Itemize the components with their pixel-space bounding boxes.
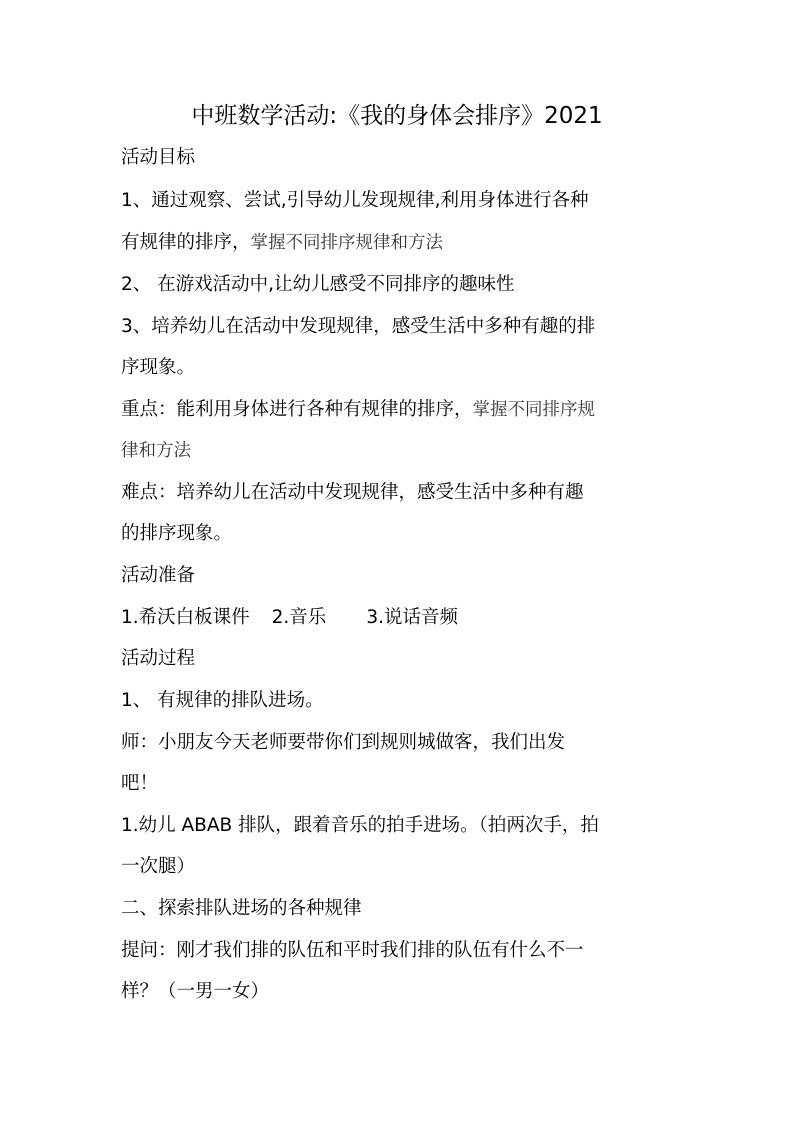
goal-1-line-2	[121, 230, 443, 256]
question-line-1: 提问：刚才我们排的队伍和平时我们排的队伍有什么不一	[121, 940, 584, 961]
teacher-line-2: 吧！	[121, 773, 159, 794]
prep-item-3: 3.说话音频	[366, 607, 458, 628]
goal-2: 2、 在游戏活动中,让幼儿感受不同排序的趣味性	[121, 274, 515, 295]
goal-1-line-1: 1、通过观察、尝试,引导幼儿发现规律,利用身体进行各种	[121, 190, 589, 211]
goal-1-line-2-part-b: 掌握不同排序规律和方法	[250, 233, 444, 253]
process-1-line-1: 1.幼儿 ABAB 排队，跟着音乐的拍手进场。（拍两次手，拍	[121, 815, 599, 836]
process-1-line-2: 一次腿）	[121, 856, 196, 877]
key-point-line-1-part-b: 掌握不同排序规	[472, 400, 596, 420]
goal-1-line-2-part-a: 有规律的排序，	[121, 232, 251, 253]
prep-item-2: 2.音乐	[271, 607, 327, 628]
prep-item-1: 1.希沃白板课件	[121, 607, 250, 628]
process-step-1: 1、 有规律的排队进场。	[121, 690, 324, 711]
heading-activity-goals: 活动目标	[121, 147, 196, 168]
preparation-items	[121, 605, 458, 631]
heading-activity-process: 活动过程	[121, 648, 196, 669]
key-point-line-1-part-a: 重点：能利用身体进行各种有规律的排序，	[121, 399, 473, 420]
goal-3-line-2: 序现象。	[121, 357, 196, 378]
goal-3-line-1: 3、培养幼儿在活动中发现规律，感受生活中多种有趣的排	[121, 316, 596, 337]
process-step-2: 二、探索排队进场的各种规律	[121, 898, 362, 919]
key-point-line-2: 律和方法	[121, 441, 191, 461]
document-title: 中班数学活动:《我的身体会排序》2021	[191, 103, 603, 129]
heading-activity-preparation: 活动准备	[121, 565, 196, 586]
teacher-line-1: 师：小朋友今天老师要带你们到规则城做客，我们出发	[121, 732, 566, 753]
question-line-2: 样？（一男一女）	[121, 981, 270, 1002]
key-point-line-1	[121, 397, 595, 423]
difficulty-line-2: 的排序现象。	[121, 523, 233, 544]
difficulty-line-1: 难点：培养幼儿在活动中发现规律，感受生活中多种有趣	[121, 482, 584, 503]
